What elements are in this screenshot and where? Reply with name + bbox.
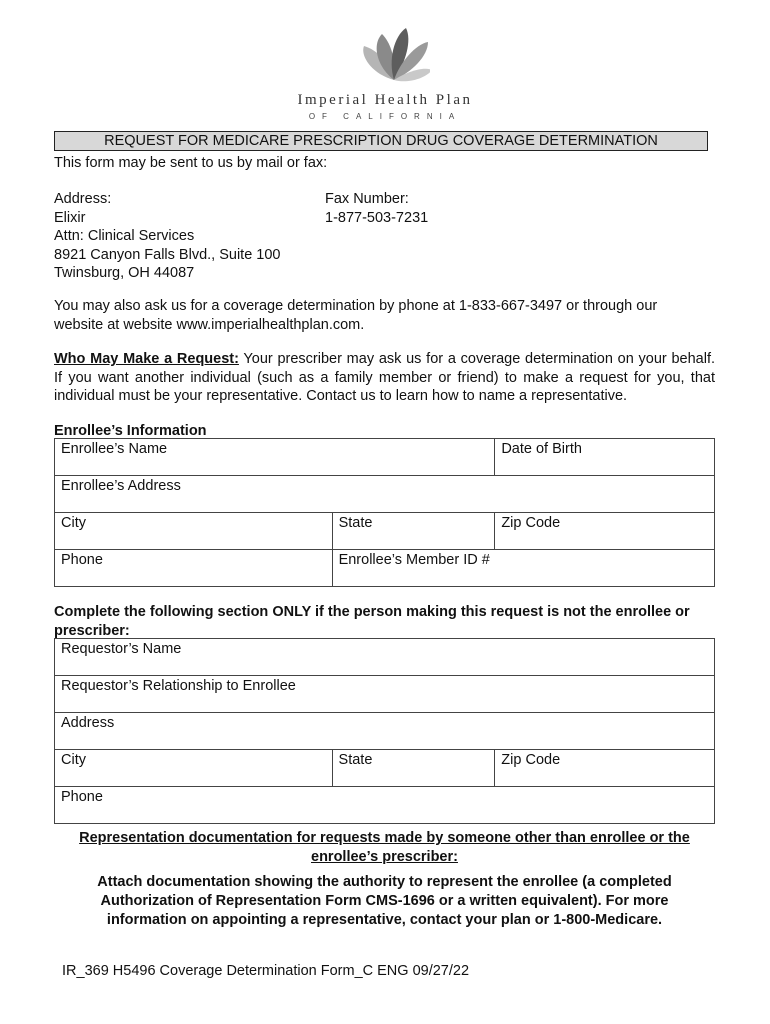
enrollee-member-id-field[interactable]: Enrollee’s Member ID # <box>332 550 714 587</box>
requestor-city-field[interactable]: City <box>55 750 333 787</box>
brand-name: Imperial Health Plan OF CALIFORNIA <box>0 92 770 121</box>
requestor-heading: Complete the following section ONLY if the person making this request is not the enrollee or prescriber: <box>54 604 690 639</box>
enrollee-dob-field[interactable]: Date of Birth <box>495 439 715 476</box>
fax-number: 1-877-503-7231 <box>325 209 429 226</box>
requestor-address-field[interactable]: Address <box>55 713 715 750</box>
representation-text: Attach documentation showing the authority to represent the enrollee (a completed Authorization of Representation Form CMS-1696 or a written equivalent). For more information on appointing a representative, contact your plan or 1-800-Medicare. <box>97 874 672 928</box>
enrollee-heading: Enrollee’s Information <box>54 423 207 439</box>
who-may-heading: Who May Make a Request: <box>54 351 239 367</box>
address-line: Twinsburg, OH 44087 <box>54 265 195 281</box>
requestor-phone-field[interactable]: Phone <box>55 787 715 824</box>
enrollee-phone-field[interactable]: Phone <box>55 550 333 587</box>
phone-web-text: You may also ask us for a coverage determination by phone at 1-833-667-3497 or through our website at website www.imperialhealthplan.com. <box>54 298 658 333</box>
requestor-state-field[interactable]: State <box>332 750 495 787</box>
enrollee-city-field[interactable]: City <box>55 513 333 550</box>
intro-text: This form may be sent to us by mail or fax: <box>54 155 328 171</box>
fax-label: Fax Number: <box>325 191 409 207</box>
form-footer: IR_369 H5496 Coverage Determination Form_C ENG 09/27/22 <box>62 963 470 979</box>
address-line: Elixir <box>54 209 86 226</box>
requestor-zip-field[interactable]: Zip Code <box>495 750 715 787</box>
requestor-relationship-field[interactable]: Requestor’s Relationship to Enrollee <box>55 676 715 713</box>
address-line: 8921 Canyon Falls Blvd., Suite 100 <box>54 246 281 263</box>
form-title-banner: REQUEST FOR MEDICARE PRESCRIPTION DRUG COVERAGE DETERMINATION <box>54 131 708 151</box>
address-label: Address: <box>54 191 112 207</box>
mail-address-block <box>54 190 281 283</box>
who-may-request <box>54 350 715 406</box>
brand-header <box>0 8 770 121</box>
enrollee-name-field[interactable]: Enrollee’s Name <box>55 439 495 476</box>
petal-fan-logo-icon <box>360 18 430 90</box>
requestor-name-field[interactable]: Requestor’s Name <box>55 639 715 676</box>
requestor-info-table <box>54 638 715 824</box>
brand-tagline: OF CALIFORNIA <box>308 112 462 121</box>
enrollee-info-table <box>54 438 715 587</box>
representation-heading: Representation documentation for requests made by someone other than enrollee or the enrollee’s prescriber: <box>79 830 690 865</box>
enrollee-zip-field[interactable]: Zip Code <box>495 513 715 550</box>
address-line: Attn: Clinical Services <box>54 228 195 244</box>
enrollee-address-field[interactable]: Enrollee’s Address <box>55 476 715 513</box>
fax-block <box>325 190 428 227</box>
enrollee-state-field[interactable]: State <box>332 513 495 550</box>
who-may-text: Your prescriber may ask us for a coverage determination on your behalf. If you want another individual (such as a family member or friend) to make a request for you, that individual must be your representative. Contact us to learn how to name a representative. <box>54 351 715 404</box>
